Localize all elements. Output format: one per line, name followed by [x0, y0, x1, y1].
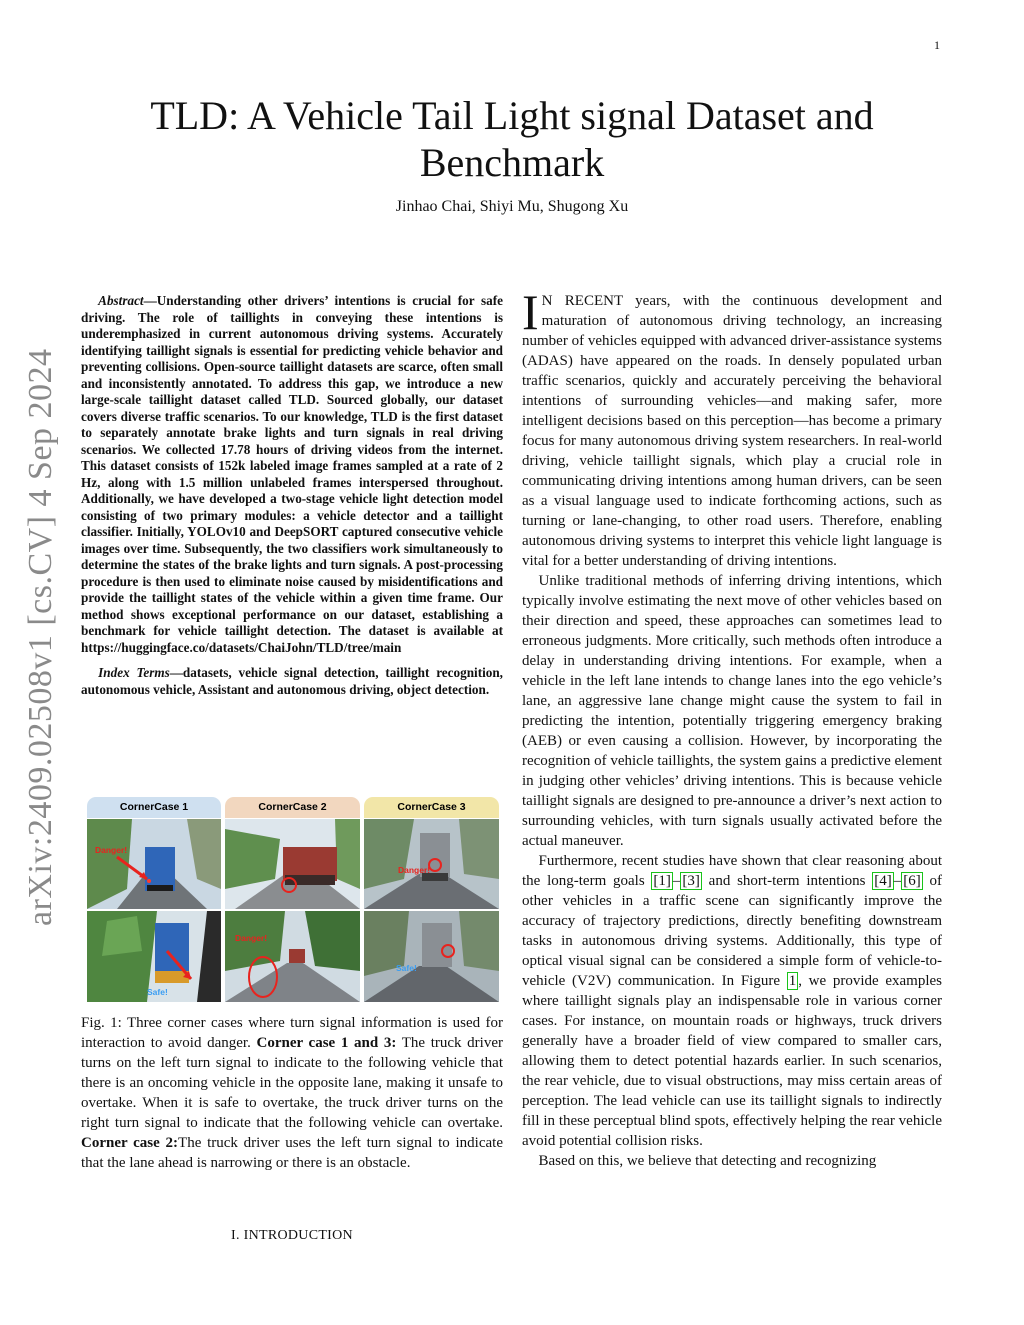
intro-paragraph-3: [522, 851, 942, 1151]
danger-tag: Danger!: [398, 865, 431, 875]
citation-link[interactable]: [1]: [653, 873, 671, 889]
caption-bold-case-2: Corner case 2:: [81, 1135, 179, 1151]
text-run: of other vehicles in a traffic scene can significantly improve the accuracy of trajectory predictions, directly benefiting downstream tasks in autonomous driving systems. Additionally, this type of optical visual signal can be considered a simple form of vehicle-to-vehicle (V2V) communication. In Figure: [522, 873, 943, 989]
index-terms: [81, 665, 503, 698]
page-number: 1: [934, 38, 940, 52]
corner-case-1-top-photo: [87, 819, 221, 909]
index-terms-lead: Index Terms: [98, 665, 170, 680]
corner-case-2-label: CornerCase 2: [225, 797, 360, 818]
figure-reference-link[interactable]: 1: [788, 973, 797, 989]
danger-tag: Danger!: [235, 933, 268, 943]
text-run: –: [672, 873, 681, 889]
corner-case-1-label: CornerCase 1: [87, 797, 221, 818]
figure-1: [87, 797, 499, 1002]
section-title-initial: I: [243, 1228, 249, 1243]
safe-tag: Safe!: [147, 987, 168, 997]
citation-link[interactable]: [4]: [874, 873, 892, 889]
danger-tag: Danger!: [95, 845, 128, 855]
author-list: Jinhao Chai, Shiyi Mu, Shugong Xu: [395, 198, 629, 215]
right-column: [522, 284, 943, 1171]
section-title-rest: NTRODUCTION: [248, 1228, 353, 1243]
paper-title: TLD: A Vehicle Tail Light signal Dataset and Benchmark: [150, 93, 874, 185]
section-heading-introduction: [81, 1228, 503, 1244]
corner-case-3-label: CornerCase 3: [364, 797, 499, 818]
section-numeral: I.: [231, 1228, 244, 1243]
figure-1-caption: [81, 1013, 503, 1173]
corner-case-3-bottom-photo: [364, 911, 499, 1002]
abstract: [81, 293, 503, 656]
citation-link[interactable]: [3]: [682, 873, 700, 889]
citation-link[interactable]: [6]: [903, 873, 921, 889]
abstract-text: —Understanding other drivers’ intentions is crucial for safe driving. The role of taillights in conveying these intentions is underemphasized in current autonomous driving systems. Accurately identifying taillight signals is essential for predicting vehicle behavior and preventing collisions. Open-source taillight datasets are scarce, often small and inconsistently annotated. To address this gap, we introduce a new large-scale taillight dataset called TLD. Sourced globally, our dataset covers diverse traffic scenarios. To our knowledge, TLD is the first dataset to separately annotate brake lights and turn signals in real driving scenarios. We collected 17.78 hours of driving videos from the internet. This dataset consists of 152k labeled image frames sampled at a rate of 2 Hz, along with 1.5 million unlabeled frames interspersed throughout. Additionally, we have developed a two-stage vehicle light detection model consisting of two primary modules: a vehicle detector and a taillight classifier. Initially, YOLOv10 and DeepSORT captured consecutive vehicle images over time. Subsequently, the two classifiers work simultaneously to determine the states of the brake lights and turn signals. A post-processing procedure is then used to eliminate noise caused by misidentifications and provide the taillight states of the vehicle within a given time frame. Our method shows exceptional performance on our dataset, establishing a benchmark for vehicle taillight detection. The dataset is available at https://huggingface.co/datasets/ChaiJohn/TLD/tree/main: [81, 293, 503, 655]
drop-cap: I: [522, 284, 539, 340]
corner-case-3-panel: [364, 797, 499, 1002]
intro-paragraph-2: Unlike traditional methods of inferring driving intentions, which typically involve estimating the next move of other vehicles based on their direction and speed, these approaches can sometimes lead to erroneous judgments. More critically, such methods often introduce a delay in understanding driving intentions. For example, when a vehicle in the left lane intends to change lanes into the ego vehicle’s lane, an aggressive lane change might cause the system to fail in predicting the intention, potentially triggering emergency braking (AEB) or even causing a collision. However, by incorporating the recognition of vehicle taillights, the system gains a predictive element in judging other vehicles’ driving intentions. This is because vehicle taillight signals are designed to pre-announce a driver’s next action to surrounding vehicles, with turn signals usually activated before the actual maneuver.: [522, 573, 942, 849]
corner-case-1-panel: [87, 797, 221, 1002]
corner-case-2-bottom-photo: [225, 911, 360, 1002]
corner-case-1-bottom-photo: [87, 911, 221, 1002]
caption-bold-case-1-3: Corner case 1 and 3:: [256, 1035, 397, 1051]
text-run: –: [893, 873, 902, 889]
text-run: and short-term intentions: [701, 873, 873, 889]
index-terms-text: —datasets, vehicle signal detection, taillight recognition, autonomous vehicle, Assistant and autonomous driving, object detection.: [81, 665, 503, 697]
intro-paragraph-1: [522, 284, 942, 571]
corner-case-2-top-photo: [225, 819, 360, 909]
left-column: [81, 293, 503, 698]
safe-tag: Safe!: [396, 963, 417, 973]
caption-suffix: The truck driver uses the left turn signal to indicate that the lane ahead is narrowing or there is an obstacle.: [81, 1135, 503, 1171]
text-run: Furthermore, recent studies have shown that clear reasoning about the long-term goals: [522, 853, 942, 889]
intro-lead-caps: N RECENT: [541, 293, 623, 309]
intro-paragraph-4: Based on this, we believe that detecting and recognizing: [538, 1153, 877, 1169]
corner-case-2-panel: [225, 797, 360, 1002]
arxiv-identifier-stamp: arXiv:2409.02508v1 [cs.CV] 4 Sep 2024: [22, 348, 59, 926]
caption-prefix: Fig. 1: Three corner cases where turn signal information is used for interaction to avoid danger.: [81, 1015, 503, 1051]
caption-middle: The truck driver turns on the left turn signal to indicate to the following vehicle that there is an oncoming vehicle in the opposite lane, making it unsafe to overtake. When it is safe to overtake, the truck driver turns on the right turn signal to indicate that the following vehicle can overtake.: [81, 1035, 503, 1131]
text-run: , we provide examples where taillight signals play an indispensable role in various corner cases. For instance, on mountain roads or highways, truck drivers generally have a broader field of view compared to smaller cars, allowing them to detect potential hazards earlier. In such scenarios, the rear vehicle, due to visual obstructions, may miss certain areas of perception. The lead vehicle can use its taillight signals to indirectly fill in these perceptual blind spots, effectively helping the rear vehicle avoid potential collision risks.: [522, 973, 942, 1149]
intro-paragraph-1-text: years, with the continuous development and maturation of autonomous driving technology, an increasing number of vehicles equipped with advanced driver-assistance systems (ADAS) have appeared on the roads. In densely populated urban traffic scenarios, quickly and accurately perceiving the behavioral intentions of surrounding vehicles—and making safer, more intelligent decisions based on this perception—has become a primary focus for many autonomous driving system researchers. In real-world driving, vehicle taillight signals, which play a crucial role in communicating driving intentions among human drivers, can be seen as a visual language used to indicate forthcoming actions, such as turning or lane-changing, to other road users. Therefore, enabling autonomous driving systems to interpret this vehicle light language is vital for a better understanding of driving intentions.: [522, 293, 942, 569]
corner-case-3-top-photo: [364, 819, 499, 909]
abstract-lead: Abstract: [98, 293, 144, 308]
